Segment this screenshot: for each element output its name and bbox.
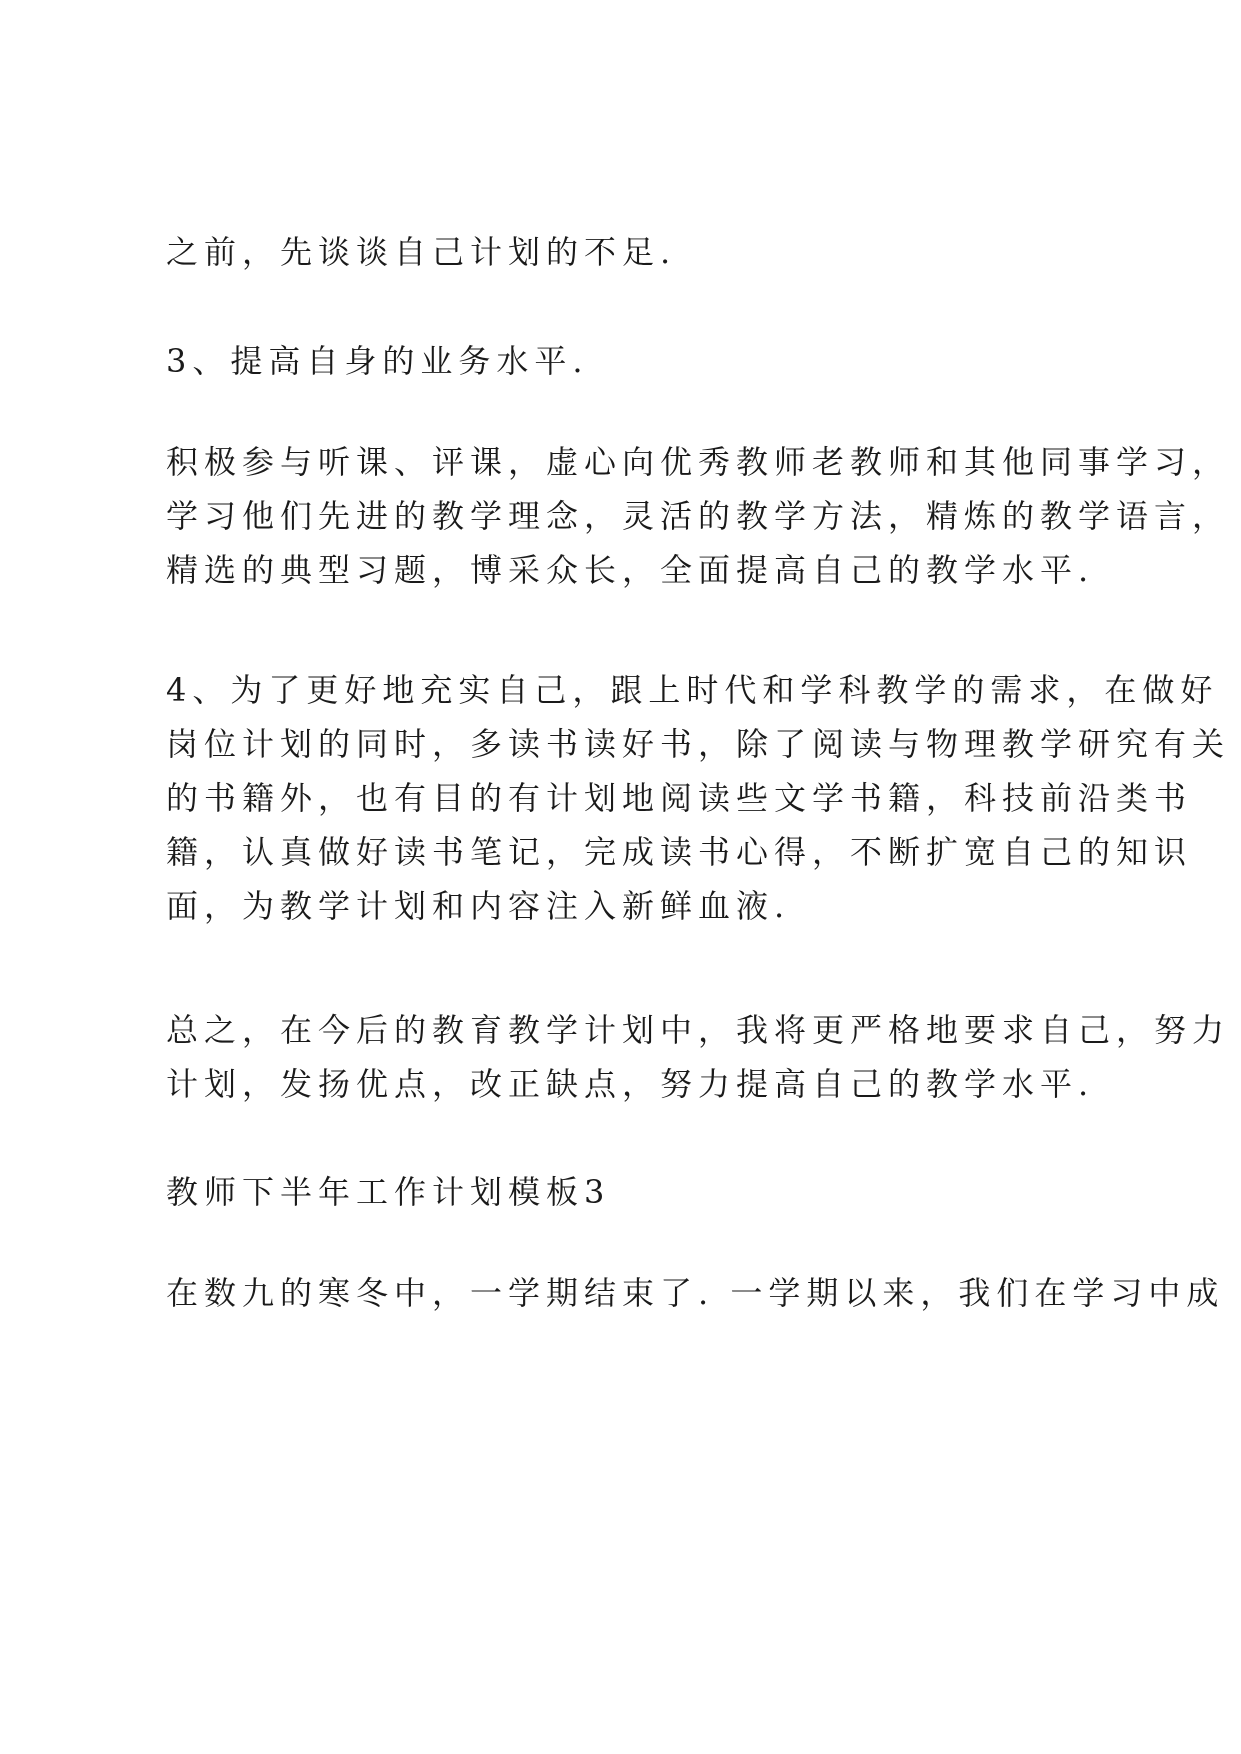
text-line: 面，为教学计划和内容注入新鲜血液. xyxy=(166,887,791,925)
paragraph-winter xyxy=(166,1266,1225,1320)
text-line: 总之，在今后的教育教学计划中，我将更严格地要求自己，努力 xyxy=(166,1011,1231,1049)
text-line: 4、为了更好地充实自己，跟上时代和学科教学的需求，在做好 xyxy=(166,671,1219,709)
paragraph-intro xyxy=(166,225,1106,279)
text-line: 之前，先谈谈自己计划的不足. xyxy=(166,233,677,271)
text-line: 积极参与听课、评课，虚心向优秀教师老教师和其他同事学习， xyxy=(166,443,1231,481)
text-line: 的书籍外，也有目的有计划地阅读些文学书籍，科技前沿类书 xyxy=(166,779,1193,817)
text-line: 3、提高自身的业务水平. xyxy=(166,342,589,380)
text-line: 精选的典型习题，博采众长，全面提高自己的教学水平. xyxy=(166,551,1095,589)
paragraph-summary xyxy=(166,1003,1231,1111)
text-line: 计划，发扬优点，改正缺点，努力提高自己的教学水平. xyxy=(166,1065,1095,1103)
text-line: 在数九的寒冬中，一学期结束了. 一学期以来，我们在学习中成 xyxy=(166,1274,1225,1312)
text-line: 学习他们先进的教学理念，灵活的教学方法，精炼的教学语言， xyxy=(166,497,1231,535)
section-heading-3 xyxy=(166,334,1106,388)
text-line: 籍，认真做好读书笔记，完成读书心得，不断扩宽自己的知识 xyxy=(166,833,1193,871)
paragraph-item-4 xyxy=(166,663,1231,933)
text-line: 教师下半年工作计划模板3 xyxy=(166,1173,611,1211)
paragraph-listen-evaluate xyxy=(166,435,1231,597)
template-title-3 xyxy=(166,1165,1106,1219)
text-line: 岗位计划的同时，多读书读好书，除了阅读与物理教学研究有关 xyxy=(166,725,1231,763)
